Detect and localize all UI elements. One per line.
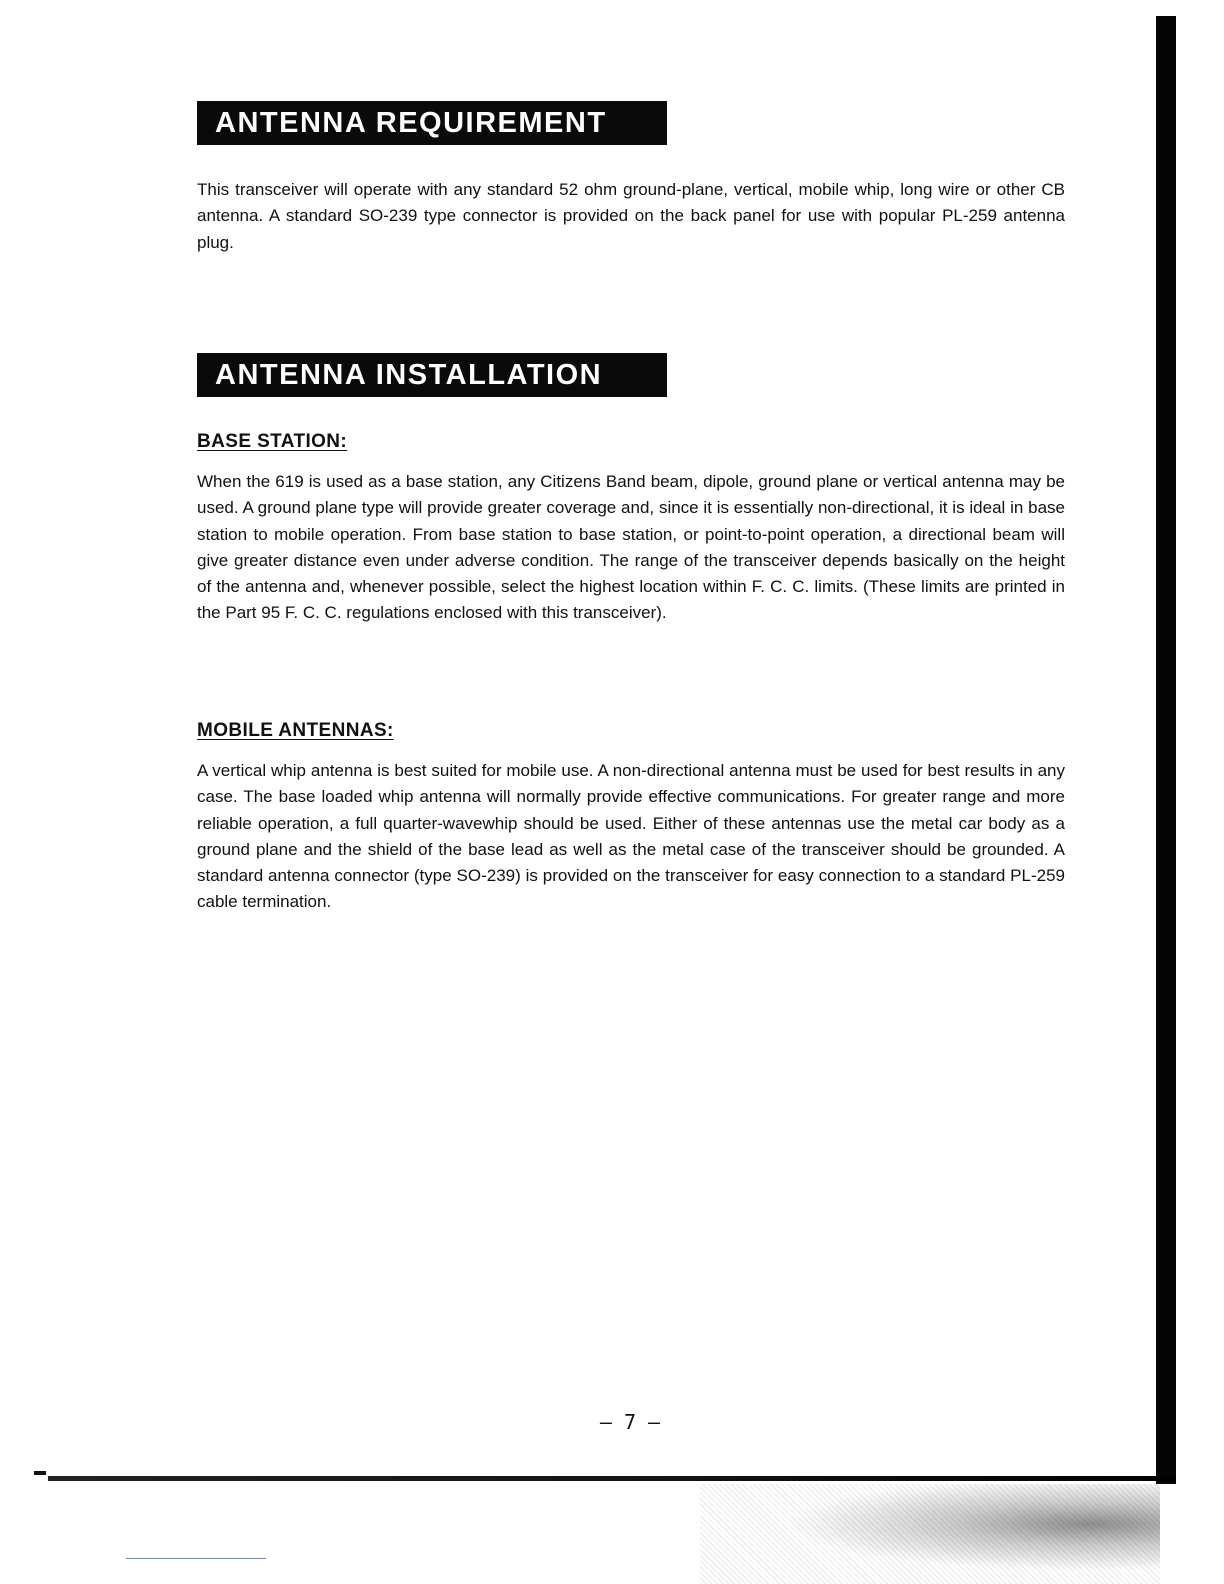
antenna-requirement-text: This transceiver will operate with any standard 52 ohm ground-plane, vertical, mobile whip, long wire or other CB antenna. A standard SO-239 type connector is provided on the back panel for use with popular PL-259 antenna plug.: [197, 180, 1065, 252]
bottom-edge-mark: [34, 1471, 46, 1475]
base-station-subheading: BASE STATION:: [197, 431, 348, 452]
base-station-text: When the 619 is used as a base station, any Citizens Band beam, dipole, ground plane or vertical antenna may be used. A ground plane type will provide greater coverage and, since it is essentially non-directional, it is ideal in base station to mobile operation. From base station to base station, or point-to-point operation, a directional beam will give greater distance even under adverse condition. The range of the transceiver depends basically on the height of the antenna and, whenever possible, select the highest location within F. C. C. limits. (These limits are printed in the Part 95 F. C. C. regulations enclosed with this transceiver).: [197, 472, 1065, 623]
scan-edge-shadow: [1156, 16, 1176, 1484]
antenna-requirement-heading: ANTENNA REQUIREMENT: [197, 101, 667, 145]
mobile-antennas-subheading: MOBILE ANTENNAS:: [197, 720, 394, 741]
scan-artifact: [700, 1484, 1160, 1584]
page-number: — 7 —: [599, 1410, 661, 1434]
mobile-antennas-text: A vertical whip antenna is best suited for mobile use. A non-directional antenna must be used for best results in any case. The base loaded whip antenna will normally provide effective communications. For greater range and more reliable operation, a full quarter-wavewhip should be used. Either of these antennas use the metal car body as a ground plane and the shield of the base lead as well as the metal case of the transceiver should be grounded. A standard antenna connector (type SO-239) is provided on the transceiver for easy connection to a standard PL-259 cable termination.: [197, 761, 1065, 912]
bottom-rule: [48, 1476, 1176, 1481]
antenna-installation-heading: ANTENNA INSTALLATION: [197, 353, 667, 397]
blue-scan-line: [126, 1558, 266, 1559]
